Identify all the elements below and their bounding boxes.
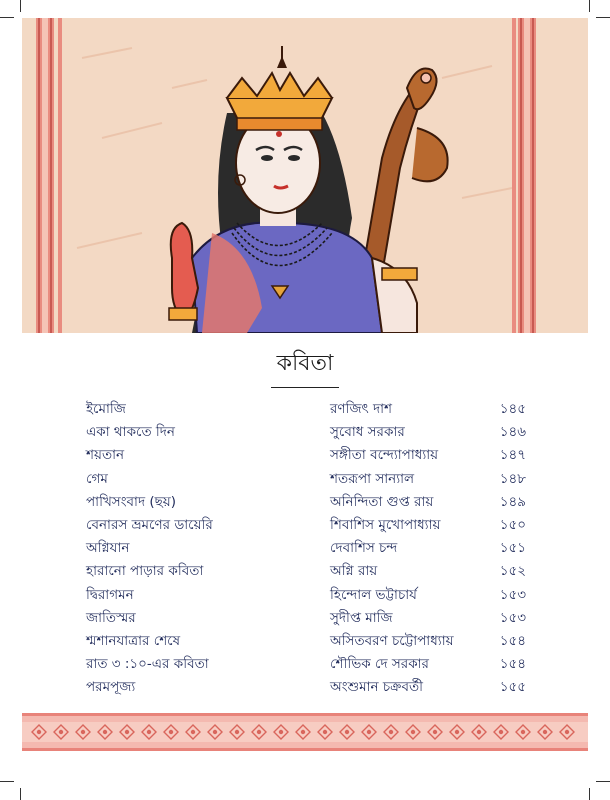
- border-motif-dot: [148, 731, 151, 734]
- entry-title: জাতিস্মর: [86, 609, 136, 626]
- crop-mark: [589, 788, 590, 800]
- border-motif-dot: [214, 731, 217, 734]
- entry-author: অংশুমান চক্রবর্তী: [330, 679, 423, 696]
- crop-mark: [0, 781, 14, 782]
- border-motif-dot: [368, 731, 371, 734]
- section-title: কবিতা: [271, 346, 340, 388]
- entry-author: শিবাশিস মুখোপাধ্যায়: [330, 516, 441, 533]
- deity-veena-illustration: [22, 18, 588, 333]
- border-motif-dot: [280, 731, 283, 734]
- contents-row: [86, 584, 526, 607]
- entry-author: শৌভিক দে সরকার: [330, 656, 429, 673]
- contents-row: [86, 653, 526, 676]
- border-pattern: [22, 713, 588, 751]
- border-motif-dot: [38, 731, 41, 734]
- border-motif-dot: [126, 731, 129, 734]
- border-motif-dot: [170, 731, 173, 734]
- border-motif-dot: [324, 731, 327, 734]
- entry-author: অসিতবরণ চট্টোপাধ্যায়: [330, 632, 454, 649]
- entry-title: হারানো পাড়ার কবিতা: [86, 563, 204, 580]
- contents-row: [86, 444, 526, 467]
- border-motif-dot: [82, 731, 85, 734]
- contents-row: [86, 630, 526, 653]
- entry-title: দ্বিরাগমন: [86, 586, 134, 603]
- border-motif-dot: [346, 731, 349, 734]
- section-heading-wrap: [0, 346, 610, 388]
- header-illustration: [22, 18, 588, 333]
- entry-author: অগ্নি রায়: [330, 563, 378, 580]
- entry-title: পরমপূজ্য: [86, 679, 136, 696]
- border-motif-dot: [478, 731, 481, 734]
- border-motif-dot: [390, 731, 393, 734]
- entry-title: পাখিসংবাদ (ছয়): [86, 493, 177, 510]
- border-motif-dot: [544, 731, 547, 734]
- entry-author: দেবাশিস চন্দ: [330, 540, 398, 557]
- right-border-column: [512, 18, 536, 333]
- entry-author: হিন্দোল ভট্টাচার্য: [330, 586, 417, 603]
- entry-page: ১৫৪: [499, 656, 526, 673]
- entry-author: অনিন্দিতা গুপ্ত রায়: [330, 493, 434, 510]
- crop-mark: [20, 788, 21, 800]
- border-motif-dot: [104, 731, 107, 734]
- crop-mark: [596, 781, 610, 782]
- entry-page: ১৫২: [499, 563, 526, 580]
- entry-author: শতরূপা সান্যাল: [330, 470, 415, 487]
- entry-page: ১৫১: [499, 540, 526, 557]
- entry-page: ১৪৫: [499, 401, 526, 417]
- entry-title: একা থাকতে দিন: [86, 424, 175, 441]
- entry-title: শ্মশানযাত্রার শেষে: [86, 632, 181, 649]
- border-motif-dot: [522, 731, 525, 734]
- entry-title: অগ্নিযান: [86, 540, 130, 557]
- contents-row: [86, 421, 526, 444]
- decorative-footer-band: [22, 713, 588, 751]
- contents-row: [86, 514, 526, 537]
- entry-page: ১৫৩: [499, 586, 526, 603]
- border-motif-dot: [258, 731, 261, 734]
- entry-title: রাত ৩ :১০-এর কবিতা: [86, 656, 209, 673]
- border-motif-dot: [412, 731, 415, 734]
- contents-row: [86, 537, 526, 560]
- entry-author: সঙ্গীতা বন্দ্যোপাধ্যায়: [330, 447, 439, 464]
- entry-page: ১৫৫: [499, 679, 526, 696]
- entry-title: শয়তান: [86, 447, 125, 464]
- contents-row: [86, 491, 526, 514]
- entry-author: সুদীপ্ত মাজি: [330, 609, 393, 626]
- crop-mark: [20, 0, 21, 12]
- border-motif-dot: [60, 731, 63, 734]
- entry-page: ১৪৬: [499, 424, 526, 441]
- border-motif-dot: [434, 731, 437, 734]
- contents-list: [86, 398, 526, 699]
- entry-author: সুবোধ সরকার: [330, 424, 405, 441]
- contents-row: [86, 468, 526, 491]
- entry-page: ১৫০: [499, 516, 526, 533]
- contents-row: [86, 676, 526, 699]
- crop-mark: [596, 17, 610, 18]
- contents-row: [86, 607, 526, 630]
- entry-title: বেনারস ভ্রমণের ডায়েরি: [86, 516, 213, 533]
- border-motif-dot: [456, 731, 459, 734]
- contents-row: [86, 398, 526, 421]
- entry-title: ইমোজি: [86, 401, 126, 417]
- entry-page: ১৪৭: [499, 447, 526, 464]
- entry-page: ১৫৩: [499, 609, 526, 626]
- contents-row: [86, 560, 526, 583]
- border-motif-dot: [192, 731, 195, 734]
- entry-page: ১৪৮: [499, 470, 526, 487]
- entry-page: ১৪৯: [499, 493, 526, 510]
- entry-title: গেম: [86, 470, 108, 487]
- entry-page: ১৫৪: [499, 632, 526, 649]
- border-motif-dot: [302, 731, 305, 734]
- entry-author: রণজিৎ দাশ: [330, 401, 393, 417]
- border-motif-dot: [236, 731, 239, 734]
- crop-mark: [589, 0, 590, 12]
- border-motif-dot: [566, 731, 569, 734]
- left-border-column: [36, 18, 62, 333]
- border-motif-dot: [500, 731, 503, 734]
- crop-mark: [0, 17, 14, 18]
